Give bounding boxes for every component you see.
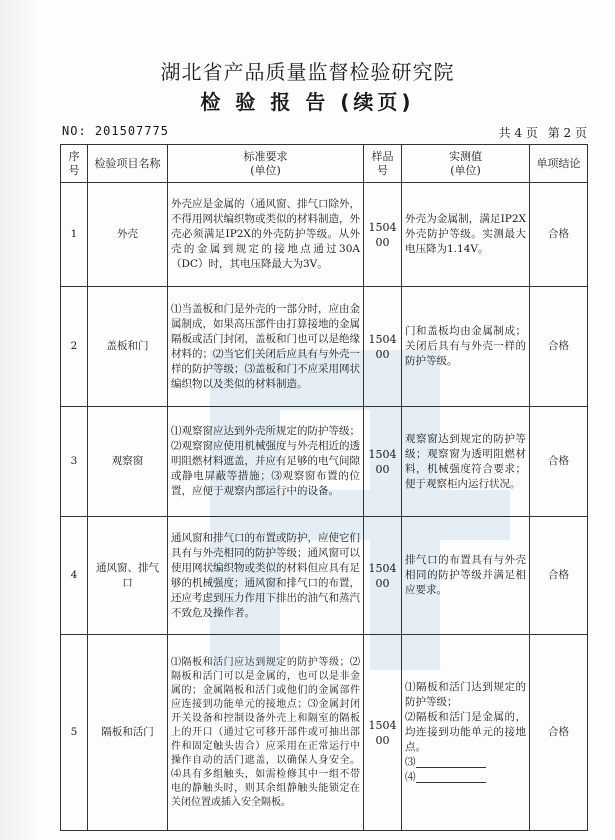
- col-conclusion: 单项结论: [530, 145, 588, 183]
- row-sample: 150400: [364, 407, 402, 517]
- col-sample: 样品号: [364, 145, 402, 183]
- page-counter: [493, 124, 587, 141]
- col-measured-unit: (单位): [450, 163, 481, 177]
- row-measured: 排气口的布置具有与外壳相同的防护等级并满足相应要求。: [402, 517, 530, 635]
- row-item: 通风窗、排气口: [88, 517, 168, 635]
- report-number: [62, 124, 169, 138]
- col-measured-title: 实测值: [449, 149, 482, 163]
- table-header-row: [61, 145, 588, 183]
- row-measured: 观察窗达到规定的防护等级；观察窗为透明阻燃材料，机械强度符合要求；便于观察柜内运行状况。: [402, 407, 530, 517]
- report-title: 检 验 报 告 (续页): [200, 90, 415, 114]
- row-conclusion: 合格: [530, 407, 588, 517]
- measured-line-3: [405, 755, 526, 770]
- row-seq: 3: [61, 407, 88, 517]
- measured-line-3-label: ⑶: [405, 756, 416, 768]
- measured-line-4: [405, 770, 526, 785]
- row-sample: 150400: [364, 183, 402, 287]
- report-no-value: 201507775: [94, 124, 169, 138]
- row-requirement: 通风窗和排气口的布置或防护，应使它们具有与外壳相同的防护等级；通风窗可以使用网状编织物或类似的材料但应具有足够的机械强度；通风窗和排气口的布置，还应考虑到压力作用下排出的油气和蒸汽不致危及操作者。: [168, 517, 364, 635]
- blank-line: [416, 772, 486, 783]
- row-seq: 1: [61, 183, 88, 287]
- row-requirement: ⑴当盖板和门是外壳的一部分时，应由金属制成，如果高压部件由打算接地的金属隔板或活门封闭，盖板和门也可以是绝缘材料的；⑵当它们关闭后应具有与外壳一样的防护等级；⑶盖板和门不应采用网状编织物以及类似的材料制造。: [168, 287, 364, 407]
- col-requirement: [168, 145, 364, 183]
- table-row: [61, 635, 588, 831]
- table-row: [61, 517, 588, 635]
- measured-line-2: ⑵隔板和活门是金属的，均连接到功能单元的接地点。: [405, 711, 526, 753]
- blank-line: [416, 757, 486, 768]
- row-conclusion: 合格: [530, 635, 588, 831]
- row-item: 观察窗: [88, 407, 168, 517]
- measured-line-1: ⑴隔板和活门达到规定的防护等级；: [405, 681, 526, 708]
- row-item: 盖板和门: [88, 287, 168, 407]
- col-item: 检验项目名称: [88, 145, 168, 183]
- row-measured: [402, 635, 530, 831]
- report-no-label: NO:: [62, 124, 87, 138]
- col-seq: 序号: [61, 145, 88, 183]
- col-measured: [402, 145, 530, 183]
- current-page: 第 2 页: [547, 126, 587, 140]
- row-requirement: 外壳应是金属的（通风窗、排气口除外，不得用网状编织物或类似的材料制造，外壳必须满足IP2X的外壳防护等级。从外壳的金属到规定的接地点通过30A（DC）时，其电压降最大为3V。: [168, 183, 364, 287]
- row-seq: 4: [61, 517, 88, 635]
- table-row: [61, 407, 588, 517]
- row-conclusion: 合格: [530, 183, 588, 287]
- row-seq: 2: [61, 287, 88, 407]
- row-sample: 150400: [364, 517, 402, 635]
- col-requirement-unit: (单位): [250, 163, 281, 177]
- inspection-table: [60, 144, 588, 831]
- row-item: 外壳: [88, 183, 168, 287]
- row-measured: 门和盖板均由金属制成；关闭后具有与外壳一样的防护等级。: [402, 287, 530, 407]
- measured-line-4-label: ⑷: [405, 771, 416, 783]
- table-row: [61, 287, 588, 407]
- row-sample: 150400: [364, 287, 402, 407]
- col-requirement-title: 标准要求: [243, 149, 288, 163]
- row-sample: 150400: [364, 635, 402, 831]
- row-seq: 5: [61, 635, 88, 831]
- total-pages: 共 4 页: [498, 126, 538, 140]
- table-row: [61, 183, 588, 287]
- institution-name: 湖北省产品质量监督检验研究院: [160, 60, 455, 84]
- report-meta: [62, 124, 587, 142]
- row-measured: 外壳为金属制，满足IP2X外壳防护等级。实测最大电压降为1.14V。: [402, 183, 530, 287]
- row-requirement: ⑴隔板和活门应达到规定的防护等级；⑵隔板和活门可以是金属的，也可以是非金属的；金属隔板和活门或他们的金属部件应连接到功能单元的接地点；⑶金属封闭开关设备和控制设备外壳上和隔室的隔板上的开口（通过它可移开部件或可抽出部件和固定触头齿合）应采用在正常运行中操作自动的活门遮盖，以确保人身安全。⑷具有多组触头，如需检修其中一组不带电的静触头时，则其余组静触头能锁定在关闭位置或插入安全隔板。: [168, 635, 364, 831]
- row-requirement: ⑴观察窗应达到外壳所规定的防护等级；⑵观察窗应使用机械强度与外壳相近的透明阻燃材料遮盖，并应有足够的电气间隙或静电屏蔽等措施；⑶观察窗布置的位置，应便于观察内部运行中的设备。: [168, 407, 364, 517]
- row-conclusion: 合格: [530, 287, 588, 407]
- row-conclusion: 合格: [530, 517, 588, 635]
- row-item: 隔板和活门: [88, 635, 168, 831]
